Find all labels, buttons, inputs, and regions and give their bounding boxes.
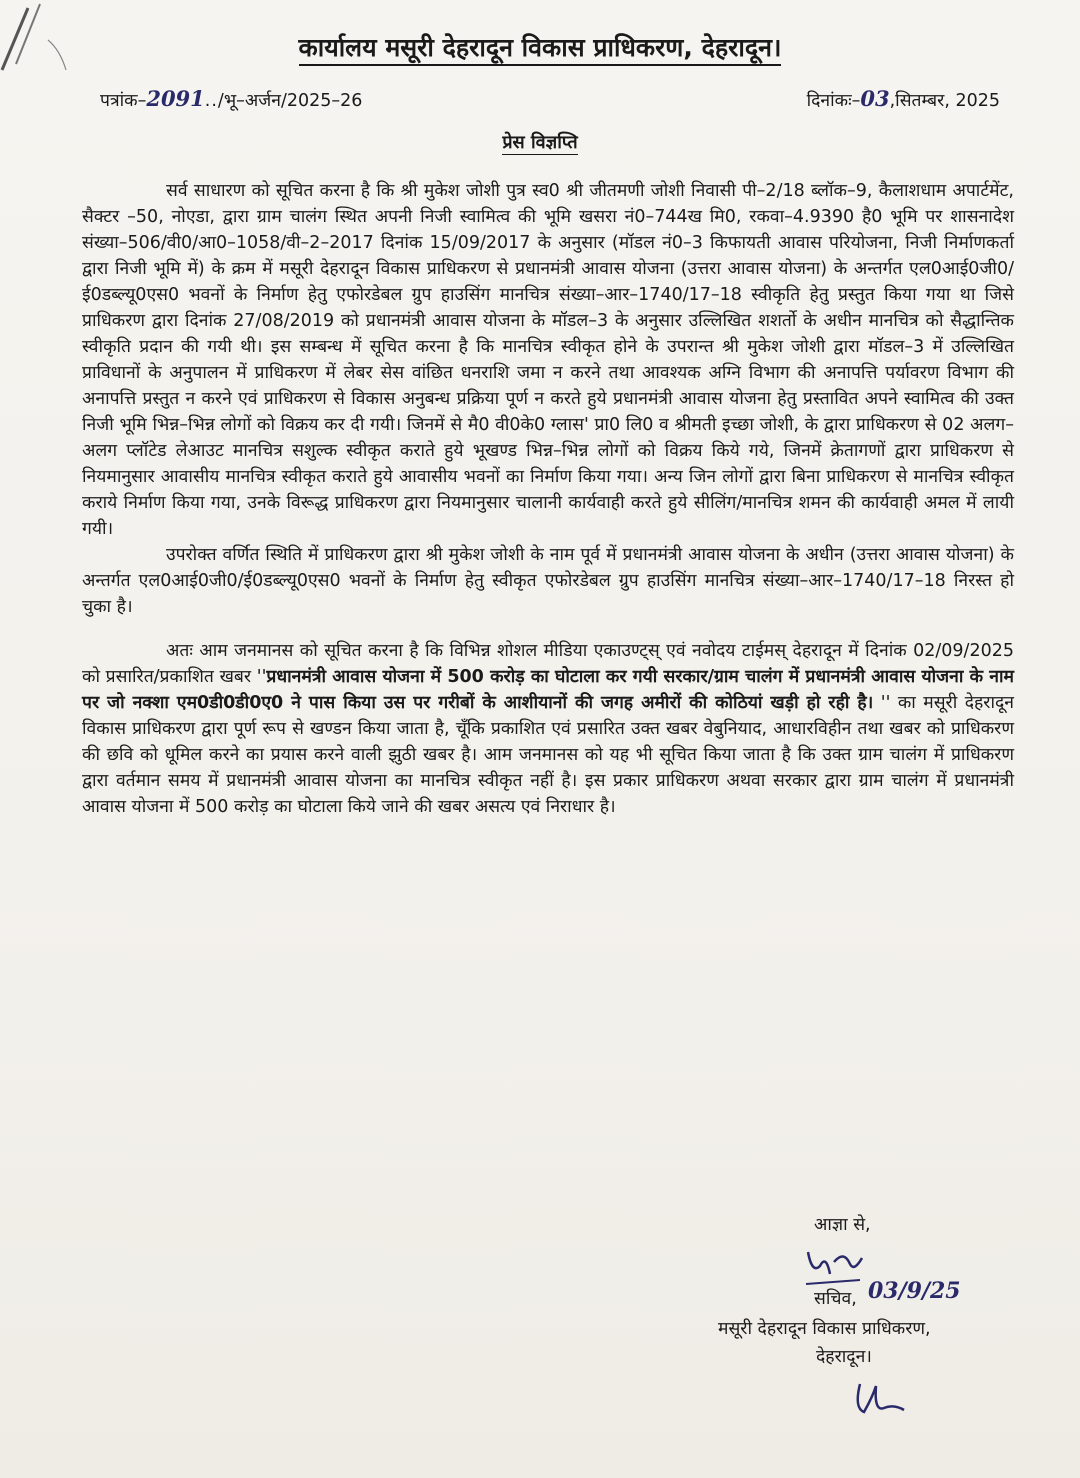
handwritten-reference-number: 2091 [146,86,205,111]
paragraph-1: सर्व साधारण को सूचित करना है कि श्री मुकेश जोशी पुत्र स्व0 श्री जीतमणी जोशी निवासी पी–2/18 ब्लॉक–9, कैलाशधाम अपार्टमेंट, सैक्टर –50, नोएडा, द्वारा ग्राम चालंग स्थित अपनी निजी स्वामित्व की भूमि खसरा नं0–744ख मि0, रकवा–4.9390 है0 भूमि पर शासनादेश संख्या–506/वी0/आ0–1058/वी–2–2017 दिनांक 15/09/2017 के अनुसार (मॉडल नं0–3 किफायती आवास परियोजना, निजी निर्माणकर्ता द्वारा निजी भूमि में) के क्रम में मसूरी देहरादून विकास प्राधिकरण से प्रधानमंत्री आवास योजना (उत्तरा आवास योजना) के अन्तर्गत एल0आई0जी0/ई0डब्ल्यू0एस0 भवनों के निर्माण हेतु एफोरडेबल ग्रुप हाउसिंग मानचित्र संख्या–आर–1740/17–18 स्वीकृति हेतु प्रस्तुत किया गया था जिसे प्राधिकरण द्वारा दिनांक 27/08/2019 को प्रधानमंत्री आवास योजना के मॉडल–3 के अनुसार उल्लिखित शशर्तो के अधीन मानचित्र को सैद्धान्तिक स्वीकृति प्रदान की गयी थी। इस सम्बन्ध में सूचित करना है कि मानचित्र स्वीकृत होने के उपरान्त श्री मुकेश जोशी द्वारा मॉडल–3 में उल्लिखित प्राविधानों के अनुपालन में प्राधिकरण में लेबर सेस वांछित धनराशि जमा न करने तथा आवश्यक अग्नि विभाग की अनापत्ति पर्यावरण विभाग की अनापत्ति प्रस्तुत न करने एवं प्राधिकरण से विकास अनुबन्ध प्रक्रिया पूर्ण न करते हुये प्रधानमंत्री आवास योजना हेतु प्रस्तावित अपने स्वामित्व की उक्त निजी भूमि भिन्न–भिन्न लोगों को विक्रय कर दी गयी। जिनमें से मै0 वी0के0 ग्लास' प्रा0 लि0 व श्रीमती इच्छा जोशी, के द्वारा प्राधिकरण से 02 अलग–अलग प्लॉटेड लेआउट मानचित्र सशुल्क स्वीकृत कराते हुये भूखण्ड भिन्न–भिन्न लोगों को विक्रय किये गये, जिनमें क्रेतागणों द्वारा प्राधिकरण से नियमानुसार आवासीय मानचित्र स्वीकृत कराते हुये आवासीय भवनों का निर्माण किया गया। अन्य जिन लोगों द्वारा बिना प्राधिकरण से मानचित्र स्वीकृत कराये निर्माण किया गया, उनके विरूद्ध प्राधिकरण द्वारा नियमानुसार चालानी कार्यवाही करते हुये सीलिंग/मानचित्र शमन की कार्यवाही अमल में लायी गयी। [82,181,1014,539]
handwritten-date-day: 03 [860,86,890,111]
quoted-news-headline: प्रधानमंत्री आवास योजना में 500 करोड़ का घोटाला कर गयी सरकार/ग्राम चालंग में प्रधानमंत्री आवास योजना के नाम पर जो नक्शा एम0डी0डी0ए0 ने पास किया उस पर गरीबों के आशीयानों की जगह अमीरों की कोठियां खड़ी हो रही है। [82,667,1015,713]
document-subject: प्रेस विज्ञप्ति [502,132,578,153]
office-title: कार्यालय मसूरी देहरादून विकास प्राधिकरण, देहरादून। [0,30,1080,64]
designation-text: सचिव, [814,1289,857,1309]
reference-number: पत्रांक–2091../भू–अर्जन/2025–26 [100,86,363,111]
document-body [82,178,1014,820]
authority-name: मसूरी देहरादून विकास प्राधिकरण, [718,1319,931,1339]
paragraph-3: अतः आम जनमानस को सूचित करना है कि विभिन्न शोशल मीडिया एकाउण्ट्स् एवं नवोदय टाईमस् देहरादून में दिनांक 02/09/2025 को प्रसारित/प्रकाशित खबर ''प्रधानमंत्री आवास योजना में 500 करोड़ का घोटाला कर गयी सरकार/ग्राम चालंग में प्रधानमंत्री आवास योजना के नाम पर जो नक्शा एम0डी0डी0ए0 ने पास किया उस पर गरीबों के आशीयानों की जगह अमीरों की कोठियां खड़ी हो रही है। '' का मसूरी देहरादून विकास प्राधिकरण द्वारा पूर्ण रूप से खण्डन किया जाता है, चूँकि प्रकाशित एवं प्रसारित उक्त खबर वेबुनियाद, आधारविहीन तथा खबर को प्राधिकरण की छवि को धूमिल करने का प्रयास करने वाली झुठी खबर है। आम जनमानस को यह भी सूचित किया जाता है कि उक्त ग्राम चालंग में प्राधिकरण द्वारा वर्तमान समय में प्रधानमंत्री आवास योजना का मानचित्र स्वीकृत नहीं है। इस प्रकार प्राधिकरण अथवा सरकार द्वारा ग्राम चालंग में प्रधानमंत्री आवास योजना में 500 करोड़ का घोटाला किये जाने की खबर असत्य एवं निराधार है। [82,641,1015,817]
paragraph-2: उपरोक्त वर्णित स्थिति में प्राधिकरण द्वारा श्री मुकेश जोशी के नाम पूर्व में प्रधानमंत्री आवास योजना के अधीन (उत्तरा आवास योजना) के अन्तर्गत एल0आई0जी0/ई0डब्ल्यू0एस0 भवनों के निर्माण हेतु स्वीकृत एफोरडेबल ग्रुप हाउसिंग मानचित्र संख्या–आर–1740/17–18 निरस्त हो चुका है। [82,545,1014,617]
by-order-text: आज्ञा से, [814,1215,871,1235]
handwritten-sign-date: 03/9/25 [868,1278,961,1304]
document-date: दिनांकः–03,सितम्बर, 2025 [806,86,1000,111]
initials-scribble [850,1378,910,1422]
authority-city: देहरादून। [816,1347,872,1367]
